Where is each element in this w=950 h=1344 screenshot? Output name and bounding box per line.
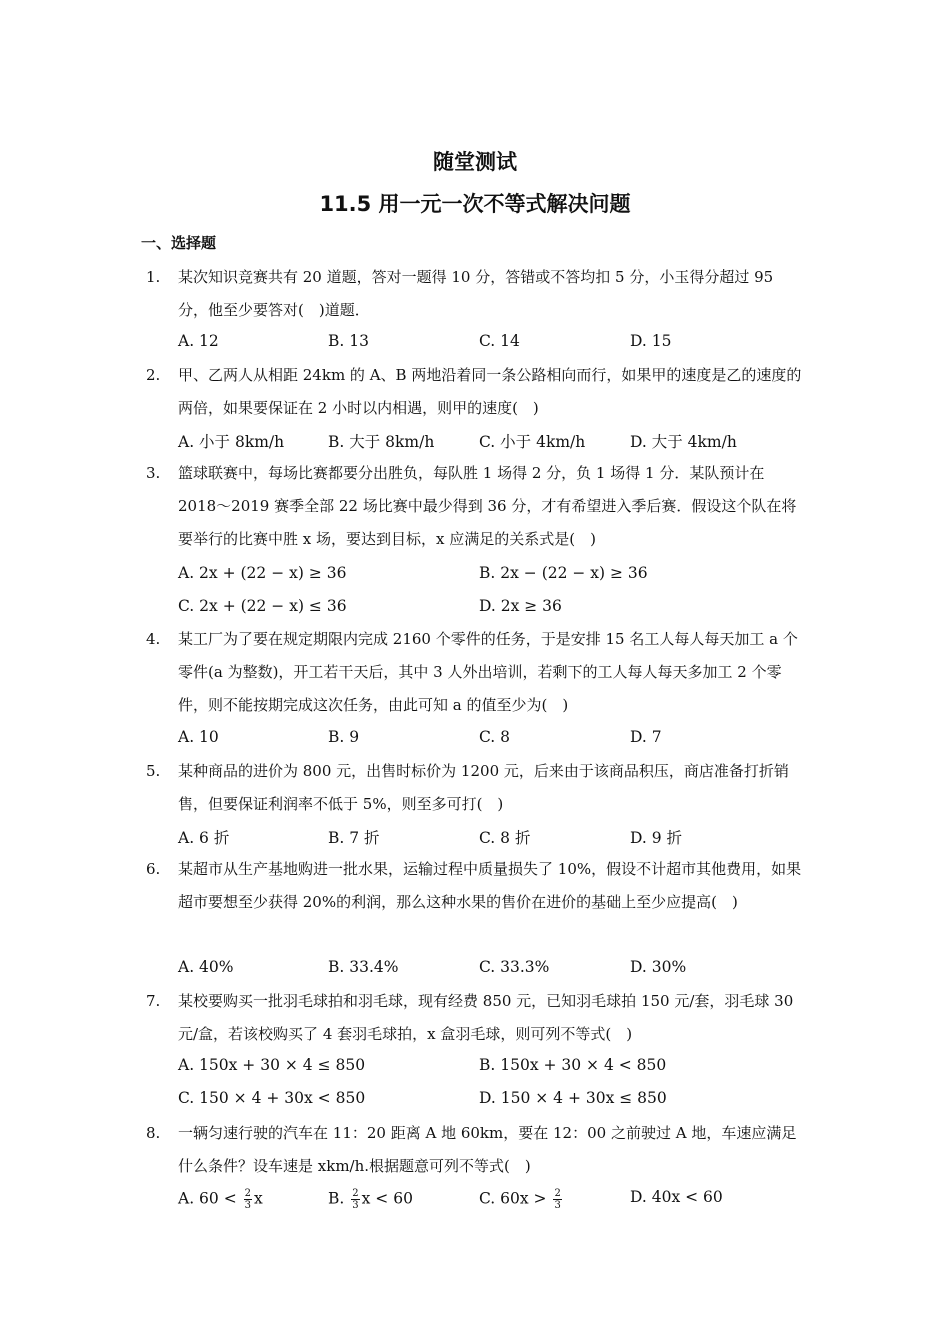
option-c[interactable]: C. 33.3% <box>479 958 550 976</box>
option-a[interactable]: A. 2x + (22 − x) ≥ 36 <box>178 564 347 582</box>
question-text: 某工厂为了要在规定期限内完成 2160 个零件的任务，于是安排 15 名工人每人每天加工 a 个零件(a 为整数)，开工若干天后，其中 3 人外出培训，若剩下的工人每人每天多加工 2 个零件，则不能按期完成这次任务，由此可知 a 的值至少为( ) <box>178 630 798 714</box>
option-b[interactable]: B. 13 <box>328 332 369 350</box>
question-text: 某种商品的进价为 800 元，出售时标价为 1200 元，后来由于该商品积压，商店准备打折销售，但要保证利润率不低于 5%，则至多可打( ) <box>178 762 789 813</box>
question-number: 7. <box>146 992 161 1010</box>
option-b[interactable]: B. 150x + 30 × 4 < 850 <box>479 1056 667 1074</box>
fraction-two-thirds <box>244 1188 252 1211</box>
question-text: 某校要购买一批羽毛球拍和羽毛球，现有经费 850 元，已知羽毛球拍 150 元/套，羽毛球 30 元/盒，若该校购买了 4 套羽毛球拍，x 盒羽毛球，则可列不等式( ) <box>178 992 794 1043</box>
fraction-numerator: 2 <box>244 1188 251 1199</box>
option-a[interactable]: A. 150x + 30 × 4 ≤ 850 <box>178 1056 366 1074</box>
option-d[interactable]: D. 40x < 60 <box>630 1188 723 1206</box>
option-c[interactable]: C. 8 <box>479 728 511 746</box>
option-d[interactable]: D. 9 折 <box>630 829 683 847</box>
option-c[interactable]: C. 小于 4km/h <box>479 433 586 451</box>
fraction-two-thirds <box>351 1188 359 1211</box>
question-number: 1. <box>146 268 161 286</box>
question-text: 篮球联赛中，每场比赛都要分出胜负，每队胜 1 场得 2 分，负 1 场得 1 分．某队预计在 2018～2019 赛季全部 22 场比赛中最少得到 36 分，才有希望进入季后赛．假设这个队在将要举行的比赛中胜 x 场，要达到目标，x 应满足的关系式是( ) <box>178 464 797 548</box>
question-text: 某超市从生产基地购进一批水果，运输过程中质量损失了 10%，假设不计超市其他费用，如果超市要想至少获得 20%的利润，那么这种水果的售价在进价的基础上至少应提高( ) <box>178 860 802 911</box>
question-number: 3. <box>146 464 161 482</box>
option-d[interactable]: D. 150 × 4 + 30x ≤ 850 <box>479 1089 667 1107</box>
fraction-numerator: 2 <box>352 1188 359 1199</box>
option-b[interactable]: B. 9 <box>328 728 360 746</box>
question-text: 甲、乙两人从相距 24km 的 A、B 两地沿着同一条公路相向而行，如果甲的速度是乙的速度的两倍，如果要保证在 2 小时以内相遇，则甲的速度( ) <box>178 366 802 417</box>
option-d[interactable]: D. 7 <box>630 728 662 746</box>
option-b[interactable]: B. 33.4% <box>328 958 399 976</box>
option-c[interactable] <box>479 1188 564 1211</box>
question-number: 2. <box>146 366 161 384</box>
option-a[interactable]: A. 10 <box>178 728 219 746</box>
option-d[interactable]: D. 30% <box>630 958 687 976</box>
section-heading: 一、选择题 <box>141 234 217 252</box>
option-c-label: C. 60x > <box>479 1189 547 1208</box>
question-number: 6. <box>146 860 161 878</box>
option-c[interactable]: C. 150 × 4 + 30x < 850 <box>178 1089 366 1107</box>
question-text: 某次知识竞赛共有 20 道题，答对一题得 10 分，答错或不答均扣 5 分，小玉得分超过 95 分，他至少要答对( )道题． <box>178 268 774 319</box>
question-number: 4. <box>146 630 161 648</box>
question-text: 一辆匀速行驶的汽车在 11：20 距离 A 地 60km，要在 12：00 之前驶过 A 地，车速应满足什么条件？设车速是 xkm/h.根据题意可列不等式( ) <box>178 1124 797 1175</box>
option-a[interactable]: A. 12 <box>178 332 219 350</box>
option-c[interactable]: C. 2x + (22 − x) ≤ 36 <box>178 597 347 615</box>
option-a[interactable]: A. 小于 8km/h <box>178 433 285 451</box>
fraction-denominator: 3 <box>554 1200 561 1211</box>
option-a-tail: x <box>254 1189 263 1208</box>
option-b[interactable]: B. 2x − (22 − x) ≥ 36 <box>479 564 648 582</box>
fraction-denominator: 3 <box>352 1200 359 1211</box>
option-b[interactable] <box>328 1188 413 1211</box>
option-c[interactable]: C. 14 <box>479 332 520 350</box>
option-b[interactable]: B. 大于 8km/h <box>328 433 435 451</box>
fraction-denominator: 3 <box>244 1200 251 1211</box>
question-number: 8. <box>146 1124 161 1142</box>
option-b[interactable]: B. 7 折 <box>328 829 380 847</box>
option-b-label: B. <box>328 1189 345 1208</box>
fraction-two-thirds <box>553 1188 561 1211</box>
option-d[interactable]: D. 15 <box>630 332 672 350</box>
option-a[interactable] <box>178 1188 263 1211</box>
question-number: 5. <box>146 762 161 780</box>
page-title: 随堂测试 <box>433 150 517 174</box>
option-a[interactable]: A. 40% <box>178 958 234 976</box>
option-b-tail: x < 60 <box>361 1189 413 1208</box>
fraction-numerator: 2 <box>554 1188 561 1199</box>
option-a-label: A. 60 < <box>178 1189 237 1208</box>
option-c[interactable]: C. 8 折 <box>479 829 531 847</box>
option-d[interactable]: D. 2x ≥ 36 <box>479 597 562 615</box>
option-a[interactable]: A. 6 折 <box>178 829 230 847</box>
option-d[interactable]: D. 大于 4km/h <box>630 433 737 451</box>
page-subtitle: 11.5 用一元一次不等式解决问题 <box>319 192 631 216</box>
